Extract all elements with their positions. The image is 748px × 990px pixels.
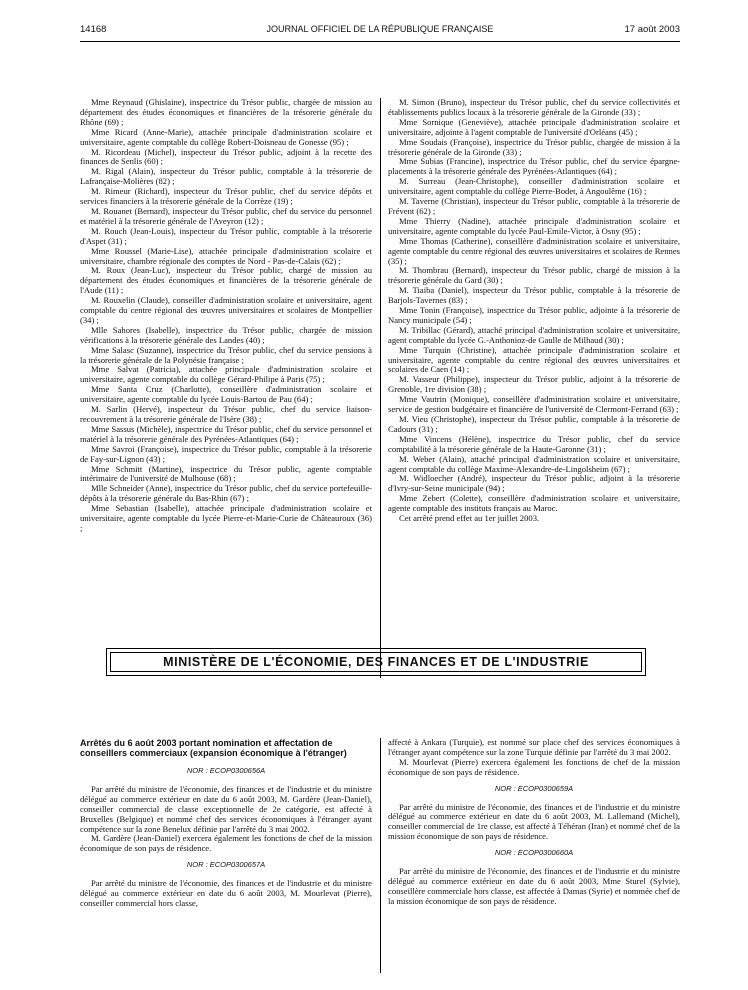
- article-paragraph: affecté à Ankara (Turquie), est nommé sur place chef des services économiques à l'étranger ayant compétence sur la zone Turquie définie par l'arrêté du 3 mai 2002.: [388, 737, 680, 757]
- list-item: M. Tiaiba (Daniel), inspecteur du Trésor public, comptable à la trésorerie de Barjols-Tavernes (83) ;: [388, 285, 680, 306]
- list-item: Mme Salvat (Patricia), attachée principale d'administration scolaire et universitaire, agente comptable du collège Gérard-Philipe à Paris (75) ;: [80, 364, 372, 385]
- article-left-column: [80, 738, 372, 909]
- article-paragraph: Par arrêté du ministre de l'économie, des finances et de l'industrie et du ministre délégué au commerce extérieur en date du 6 août 2003, M. Lallemand (Michel), conseiller commercial de 1re classe, est affecté à Téhéran (Iran) et nommé chef de la mission économique de son pays de résidence.: [388, 801, 680, 842]
- journal-title: JOURNAL OFFICIEL DE LA RÉPUBLIQUE FRANÇAISE: [266, 24, 494, 34]
- list-item: Mme Ricard (Anne-Marie), attachée principale d'administration scolaire et universitaire, agente comptable du collège Robert-Doisneau de Gonesse (95) ;: [80, 126, 372, 147]
- ministry-banner: [106, 648, 646, 676]
- list-item: Mme Santa Cruz (Charlotte), conseillère d'administration scolaire et universitaire, agente comptable du lycée Louis-Bartou de Pau (64) ;: [80, 384, 372, 405]
- list-item: Mme Reynaud (Ghislaine), inspectrice du Trésor public, chargée de mission au département des études économiques et financières de la trésorerie générale du Rhône (69) ;: [80, 97, 372, 127]
- list-item: Mme Salasc (Suzanne), inspectrice du Trésor public, chef du service pensions à la trésorerie générale de la Polynésie française ;: [80, 344, 372, 365]
- list-item: M. Roux (Jean-Luc), inspecteur du Trésor public, chargé de mission au département des études économiques et financières de la trésorerie générale de l'Aude (11) ;: [80, 265, 372, 296]
- list-item: M. Taverne (Christian), inspecteur du Trésor public, comptable à la trésorerie de Frévent (62) ;: [388, 196, 680, 216]
- list-item: M. Rouanet (Bernard), inspecteur du Trésor public, chef du service du personnel et matériel à la trésorerie générale de l'Aveyron (12) ;: [80, 205, 372, 226]
- list-item: Mme Vincens (Hélène), inspectrice du Trésor public, chef du service comptabilité à la trésorerie générale de la Haute-Garonne (31) ;: [388, 433, 680, 454]
- article-right-column: [388, 738, 680, 907]
- list-item: M. Rouxelin (Claude), conseiller d'administration scolaire et universitaire, agent comptable du centre régional des œuvres universitaires et scolaires de Montpellier (34) ;: [80, 295, 372, 325]
- list-item: Mme Tonin (Françoise), inspectrice du Trésor public, adjointe à la trésorerie de Nancy municipale (54) ;: [388, 305, 680, 325]
- list-item: M. Sarlin (Hervé), inspecteur du Trésor public, chef du service liaison-recouvrement à la trésorerie générale de l'Isère (38) ;: [80, 404, 372, 424]
- page-header: [80, 24, 680, 40]
- page-number: 14168: [80, 24, 107, 35]
- article-paragraph: Par arrêté du ministre de l'économie, des finances et de l'industrie et du ministre délégué au commerce extérieur en date du 6 août 2003, M. Mourlevat (Pierre), conseiller commercial hors classe,: [80, 878, 372, 908]
- list-item: M. Ricordeau (Michel), inspecteur du Trésor public, adjoint à la recette des finances de Senlis (60) ;: [80, 146, 372, 167]
- nor-reference: NOR : ECOP0300659A: [494, 783, 574, 793]
- header-rule: [80, 41, 680, 42]
- list-item: Mme Thierry (Nadine), attachée principale d'administration scolaire et universitaire, agente comptable du lycée Paul-Emile-Victor, à Osny (95) ;: [388, 215, 680, 236]
- article-paragraph: Par arrêté du ministre de l'économie, des finances et de l'industrie et du ministre délégué au commerce extérieur en date du 6 août 2003, Mme Sturel (Sylvie), conseillère commerciale hors classe, est affectée à Damas (Syrie) et nommée chef de la mission économique de son pays de résidence.: [388, 866, 680, 906]
- list-item: Mme Soudais (Françoise), inspectrice du Trésor public, chargée de mission à la trésorerie générale de la Gironde (33) ;: [388, 136, 680, 157]
- right-column: [388, 98, 680, 524]
- nor-reference: NOR : ECOP0300660A: [494, 848, 574, 858]
- list-item: M. Tribillac (Gérard), attaché principal d'administration scolaire et universitaire, agent comptable du lycée G.-Anthonioz-de Gaulle de Milhaud (30) ;: [388, 324, 680, 345]
- issue-date: 17 août 2003: [624, 24, 680, 35]
- list-item: Mme Roussel (Marie-Lise), attachée principale d'administration scolaire et universitaire, chambre régionale des comptes de Nord - Pas-de-Calais (62) ;: [80, 245, 372, 266]
- nor-reference: NOR : ECOP0300656A: [186, 766, 266, 775]
- closing-statement: Cet arrêté prend effet au 1er juillet 2003.: [399, 513, 540, 524]
- list-item: Mme Turquin (Christine), attachée principale d'administration scolaire et universitaire, agente comptable du centre régional des œuvres universitaires et scolaires de Caen (14) ;: [388, 344, 680, 375]
- list-item: Mme Sassus (Michèle), inspectrice du Trésor public, chef du service personnel et matériel à la trésorerie générale des Pyrénées-Atlantiques (64) ;: [80, 423, 372, 444]
- column-divider: [380, 98, 381, 678]
- list-item: M. Rimeur (Richard), inspecteur du Trésor public, chef du service dépôts et services financiers à la trésorerie générale de la Corrèze (19) ;: [80, 186, 372, 207]
- list-item: Mme Subias (Francine), inspectrice du Trésor public, chef du service épargne-placements à la trésorerie générale des Pyrénées-Atlantiques (64) ;: [388, 156, 680, 177]
- list-item: M. Rouch (Jean-Louis), inspecteur du Trésor public, comptable à la trésorerie d'Aspet (31) ;: [80, 225, 372, 246]
- left-column: [80, 98, 372, 534]
- article-paragraph: M. Gardère (Jean-Daniel) exercera également les fonctions de chef de la mission économique de son pays de résidence.: [80, 833, 372, 854]
- list-item: M. Widloecher (André), inspecteur du Trésor public, adjoint à la trésorerie d'Ivry-sur-Seine municipale (94) ;: [388, 473, 680, 494]
- article-title: Arrêtés du 6 août 2003 portant nomination et affectation de conseillers commerciaux (expansion économique à l'étranger): [80, 738, 347, 758]
- list-item: Mme Sornique (Geneviève), attachée principale d'administration scolaire et universitaire, adjointe à l'agent comptable de l'université d'Orléans (45) ;: [388, 116, 680, 137]
- article-paragraph: Par arrêté du ministre de l'économie, des finances et de l'industrie et du ministre délégué au commerce extérieur en date du 6 août 2003, M. Gardère (Jean-Daniel), conseiller commercial de classe exceptionnelle de 2e catégorie, est affecté à Bruxelles (Belgique) et nommé chef des services économiques à l'étranger ayant compétence sur la zone Benelux définie par l'arrêté du 3 mai 2002.: [80, 783, 372, 834]
- article-paragraph: M. Mourlevat (Pierre) exercera également les fonctions de chef de la mission économique de son pays de résidence.: [388, 756, 680, 777]
- ministry-title: MINISTÈRE DE L'ÉCONOMIE, DES FINANCES ET DE L'INDUSTRIE: [163, 655, 589, 669]
- list-item: Mme Thomas (Catherine), conseillère d'administration scolaire et universitaire, agente comptable du centre régional des œuvres universitaires et scolaires de Rennes (35) ;: [388, 235, 680, 266]
- list-item: Mlle Sahores (Isabelle), inspectrice du Trésor public, chargée de mission vérifications à la trésorerie générale des Landes (40) ;: [80, 324, 372, 345]
- list-item: Mme Sebastian (Isabelle), attachée principale d'administration scolaire et universitaire, agente comptable du lycée Pierre-et-Marie-Curie de Châteauroux (36) ;: [80, 503, 372, 533]
- column-divider: [380, 738, 381, 973]
- list-item: Mme Schmitt (Martine), inspectrice du Trésor public, agente comptable intérimaire de l'université de Mulhouse (68) ;: [80, 463, 372, 484]
- list-item: Mme Savroi (Françoise), inspectrice du Trésor public, comptable à la trésorerie de Fay-sur-Lignon (43) ;: [80, 443, 372, 464]
- list-item: Mme Vautrin (Monique), conseillère d'administration scolaire et universitaire, service de gestion budgétaire et financière de l'université de Clermont-Ferrand (63) ;: [388, 394, 680, 415]
- list-item: M. Weber (Alain), attaché principal d'administration scolaire et universitaire, agent comptable du collège Maxime-Alexandre-de-Lingolsheim (67) ;: [388, 453, 680, 474]
- list-item: M. Vasseur (Philippe), inspecteur du Trésor public, adjoint à la trésorerie de Grenoble, 1re division (38) ;: [388, 374, 680, 395]
- nor-reference: NOR : ECOP0300657A: [186, 860, 266, 870]
- list-item: M. Thombrau (Bernard), inspecteur du Trésor public, chargé de mission à la trésorerie générale du Gard (30) ;: [388, 265, 680, 286]
- list-item: Mlle Schneider (Anne), inspectrice du Trésor public, chef du service portefeuille-dépôts à la trésorerie générale du Bas-Rhin (67) ;: [80, 483, 372, 504]
- list-item: Mme Zebert (Colette), conseillère d'administration scolaire et universitaire, agente comptable des instituts français au Maroc.: [388, 493, 680, 514]
- list-item: M. Vieu (Christophe), inspecteur du Trésor public, comptable à la trésorerie de Cadours (31) ;: [388, 414, 680, 434]
- list-item: M. Simon (Bruno), inspecteur du Trésor public, chef du service collectivités et établissements publics locaux à la trésorerie générale de la Gironde (33) ;: [388, 97, 680, 117]
- list-item: M. Surreau (Jean-Christophe), conseiller d'administration scolaire et universitaire, agent comptable du collège Pierre-Bodet, à Angoulême (16) ;: [388, 176, 680, 197]
- list-item: M. Rigal (Alain), inspecteur du Trésor public, comptable à la trésorerie de Lafrançaise-Molières (82) ;: [80, 166, 372, 187]
